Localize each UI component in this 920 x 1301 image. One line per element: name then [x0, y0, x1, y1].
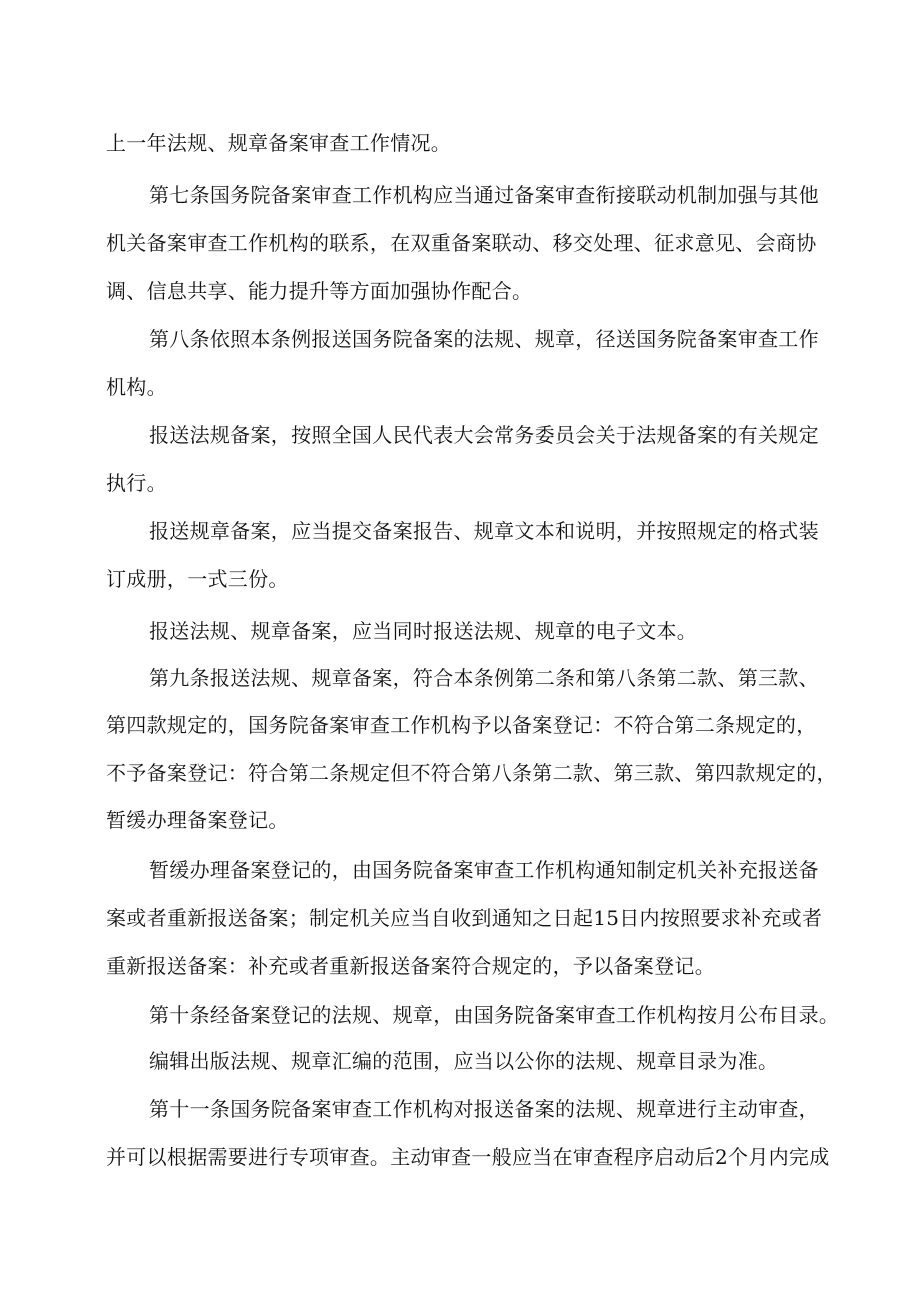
text-line-3: 机关备案审查工作机构的联系，在双重备案联动、移交处理、征求意见、会商协 — [106, 231, 817, 255]
text-line-19: 第十条经备案登记的法规、规章，由国务院备案审查工作机构按月公布目录。 — [149, 1003, 840, 1027]
text-line-9: 报送规章备案，应当提交备案报告、规章文本和说明，并按照规定的格式装 — [149, 519, 819, 543]
text-line-12: 第九条报送法规、规章备案，符合本条例第二条和第八条第二款、第三款、 — [149, 666, 819, 690]
text-line-10: 订成册，一式三份。 — [106, 567, 289, 591]
text-line-22: 并可以根据需要进行专项审查。主动审查一般应当在审查程序启动后2个月内完成 — [106, 1145, 830, 1169]
text-line-6: 机构。 — [106, 375, 167, 399]
text-line-4: 调、信息共享、能力提升等方面加强协作配合。 — [106, 279, 533, 303]
text-line-14: 不予备案登记：符合第二条规定但不符合第八条第二款、第三款、第四款规定的， — [106, 761, 837, 785]
text-line-21: 第十一条国务院备案审查工作机构对报送备案的法规、规章进行主动审查， — [149, 1097, 819, 1121]
text-line-2: 第七条国务院备案审查工作机构应当通过备案审查衔接联动机制加强与其他 — [149, 183, 819, 207]
text-line-11: 报送法规、规章备案，应当同时报送法规、规章的电子文本。 — [149, 619, 698, 643]
text-line-15: 暂缓办理备案登记。 — [106, 808, 289, 832]
text-line-18: 重新报送备案：补充或者重新报送备案符合规定的，予以备案登记。 — [106, 954, 715, 978]
text-line-20: 编辑出版法规、规章汇编的范围，应当以公你的法规、规章目录为准。 — [149, 1049, 779, 1073]
text-line-17: 案或者重新报送备案；制定机关应当自收到通知之日起15日内按照要求补充或者 — [106, 906, 823, 930]
text-line-5: 第八条依照本条例报送国务院备案的法规、规章，径送国务院备案审查工作 — [149, 327, 819, 351]
text-line-1: 上一年法规、规章备案审查工作情况。 — [106, 131, 452, 155]
text-line-16: 暂缓办理备案登记的，由国务院备案审查工作机构通知制定机关补充报送备 — [149, 858, 819, 882]
text-line-7: 报送法规备案，按照全国人民代表大会常务委员会关于法规备案的有关规定 — [149, 423, 819, 447]
text-line-13: 第四款规定的，国务院备案审查工作机构予以备案登记：不符合第二条规定的， — [106, 713, 817, 737]
text-line-8: 执行。 — [106, 471, 167, 495]
